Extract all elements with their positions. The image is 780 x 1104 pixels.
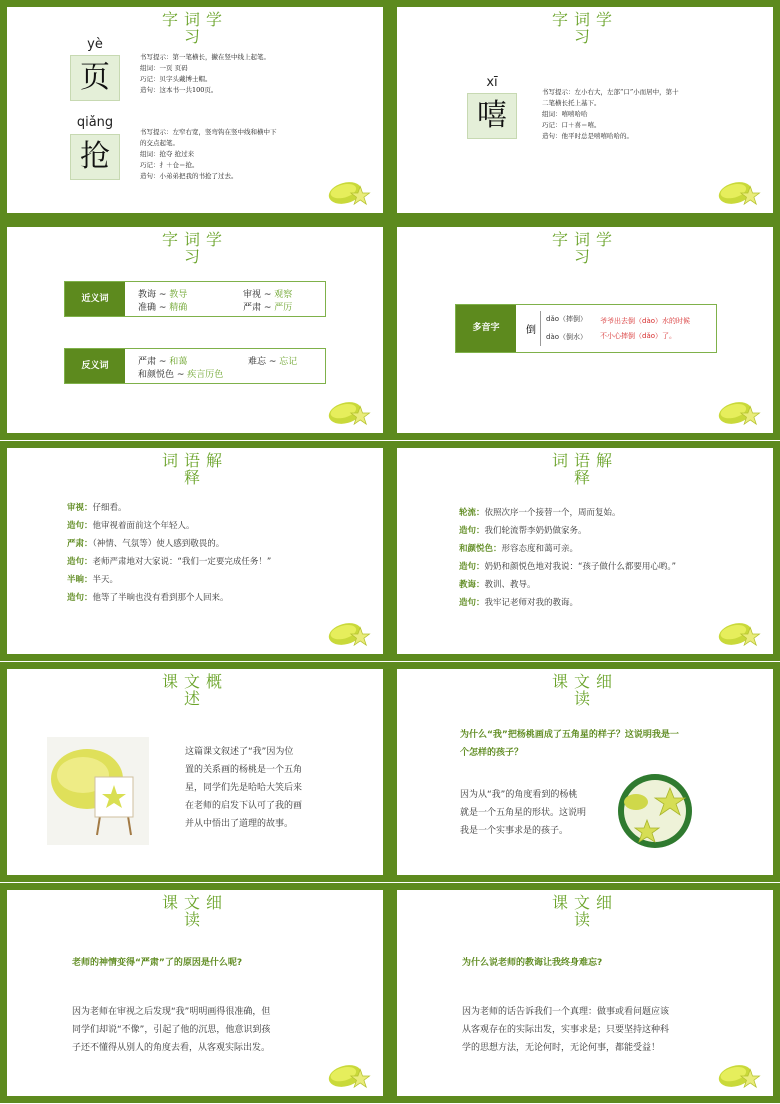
slide-8 xyxy=(390,662,780,882)
pinyin: yè xyxy=(87,37,103,52)
slide-10 xyxy=(390,883,780,1103)
answer: 因为老师的话告诉我们一个真理：做事或看问题应该 从客观存在的实际出发，实事求是；只要坚持这种科 学的思想方法，无论何时，无论何事，都能受益！ xyxy=(462,1007,670,1053)
slide-title: 课文概述 xyxy=(161,672,228,708)
starfruit-icon xyxy=(325,399,373,427)
slide-title: 字词学习 xyxy=(551,10,618,46)
polyphone-character: 倒 xyxy=(526,325,536,336)
synonym-label: 近义词 xyxy=(65,282,125,316)
word-pair-row: 严肃 ~ 和蔼 xyxy=(138,357,188,367)
starfruit-icon xyxy=(325,1062,373,1090)
starfruit-painting-image xyxy=(47,737,149,845)
slide-7 xyxy=(0,662,390,882)
word-pair-row: 教诲 ~ 教导 xyxy=(138,290,188,300)
pinyin: qiǎng xyxy=(76,115,114,130)
question: 为什么“我”把杨桃画成了五角星的样子？这说明我是一 个怎样的孩子？ xyxy=(460,730,679,758)
antonym-label: 反义词 xyxy=(65,349,125,383)
slide-5 xyxy=(0,441,390,661)
slide-title: 课文细读 xyxy=(161,893,228,929)
answer: 因为从“我”的角度看到的杨桃 就是一个五角星的形状。这说明 我是一个实事求是的孩子。 xyxy=(460,790,587,836)
slide-9 xyxy=(0,883,390,1103)
slide-title: 词语解释 xyxy=(161,451,228,487)
slide-title: 字词学习 xyxy=(161,10,228,46)
starfruit-icon xyxy=(715,620,763,648)
definitions: 轮流：依照次序一个接替一个，周而复始。 造句：我们轮流帮李奶奶做家务。 和颜悦色：形容态度和蔼可亲。 造句：奶奶和颜悦色地对我说：“孩子做什么都要用心哟。” 教诲：教训、教导。 造句：我牢记老师对我的教诲。 xyxy=(459,508,677,608)
example-2: 不小心摔倒（dǎo）了。 xyxy=(600,332,677,340)
slide-1 xyxy=(0,0,390,220)
slide-6 xyxy=(390,441,780,661)
divider xyxy=(540,311,541,346)
starfruit-icon xyxy=(715,179,763,207)
word-pair-row: 审视 ~ 观察 xyxy=(243,290,293,300)
writing-tips: 书写提示：左小右大，左部“口”小而居中，第十 二笔横长托上基下。 组词：嘻嘻哈哈 巧记：口＋喜＝嘻。 造句：他平时总是嘻嘻哈哈的。 xyxy=(542,88,679,140)
question: 为什么说老师的教诲让我终身难忘? xyxy=(462,958,603,968)
starfruit-icon xyxy=(715,399,763,427)
starfruit-bowl-image xyxy=(614,772,696,850)
character-box: 嘻 xyxy=(467,93,517,139)
example-1: 爷爷出去倒（dào）水的时候 xyxy=(600,317,691,325)
character-box: 页 xyxy=(70,55,120,101)
slide-title: 字词学习 xyxy=(161,230,228,266)
starfruit-icon xyxy=(715,1062,763,1090)
writing-tips: 书写提示：左窄右宽，竖弯钩在竖中线和横中下 的交点起笔。 组词：抢夺 抢过来 巧记：扌＋仓＝抢。 造句：小弟弟把我的书抢了过去。 xyxy=(140,128,277,180)
slide-3 xyxy=(0,220,390,440)
word-pair-row: 严肃 ~ 严厉 xyxy=(243,303,293,313)
starfruit-icon xyxy=(325,620,373,648)
antonym-box xyxy=(64,348,326,384)
pinyin: xī xyxy=(486,75,498,90)
character-box: 抢 xyxy=(70,134,120,180)
word-pair-row: 和颜悦色 ~ 疾言厉色 xyxy=(138,370,224,380)
slide-title: 字词学习 xyxy=(551,230,618,266)
starfruit-icon xyxy=(325,179,373,207)
slide-2 xyxy=(390,0,780,220)
word-pair-row: 难忘 ~ 忘记 xyxy=(248,357,298,367)
definitions: 审视：仔细看。 造句：他审视着面前这个年轻人。 严肃：（神情、气氛等）使人感到敬畏的。 造句：老师严肃地对大家说：“我们一定要完成任务！” 半晌：半天。 造句：他等了半晌也没有看到那个人回来。 xyxy=(67,503,272,603)
slide-title: 课文细读 xyxy=(551,893,618,929)
question: 老师的神情变得“严肃”了的原因是什么呢? xyxy=(72,958,243,968)
synonym-box xyxy=(64,281,326,317)
slide-title: 课文细读 xyxy=(551,672,618,708)
reading-2: dào（倒水） xyxy=(546,333,588,341)
slide-4 xyxy=(390,220,780,440)
writing-tips: 书写提示：第一笔横长，撇在竖中线上起笔。 组词：一页 页码 巧记：贝字头戴博士帽。 造句：这本书一共100页。 xyxy=(140,53,270,94)
polyphone-box xyxy=(455,304,717,353)
summary-text: 这篇课文叙述了“我”因为位 置的关系画的杨桃是一个五角 星，同学们先是哈哈大笑后来 在老师的启发下认可了我的画 并从中悟出了道理的故事。 xyxy=(185,747,303,829)
slide-title: 词语解释 xyxy=(551,451,618,487)
reading-1: dǎo（摔倒） xyxy=(546,315,588,323)
polyphone-label: 多音字 xyxy=(456,305,516,352)
answer: 因为老师在审视之后发现“我”明明画得很准确，但 同学们却说“不像”，引起了他的沉思，他意识到孩 子还不懂得从别人的角度去看，从客观实际出发。 xyxy=(72,1007,271,1053)
word-pair-row: 准确 ~ 精确 xyxy=(138,303,188,313)
